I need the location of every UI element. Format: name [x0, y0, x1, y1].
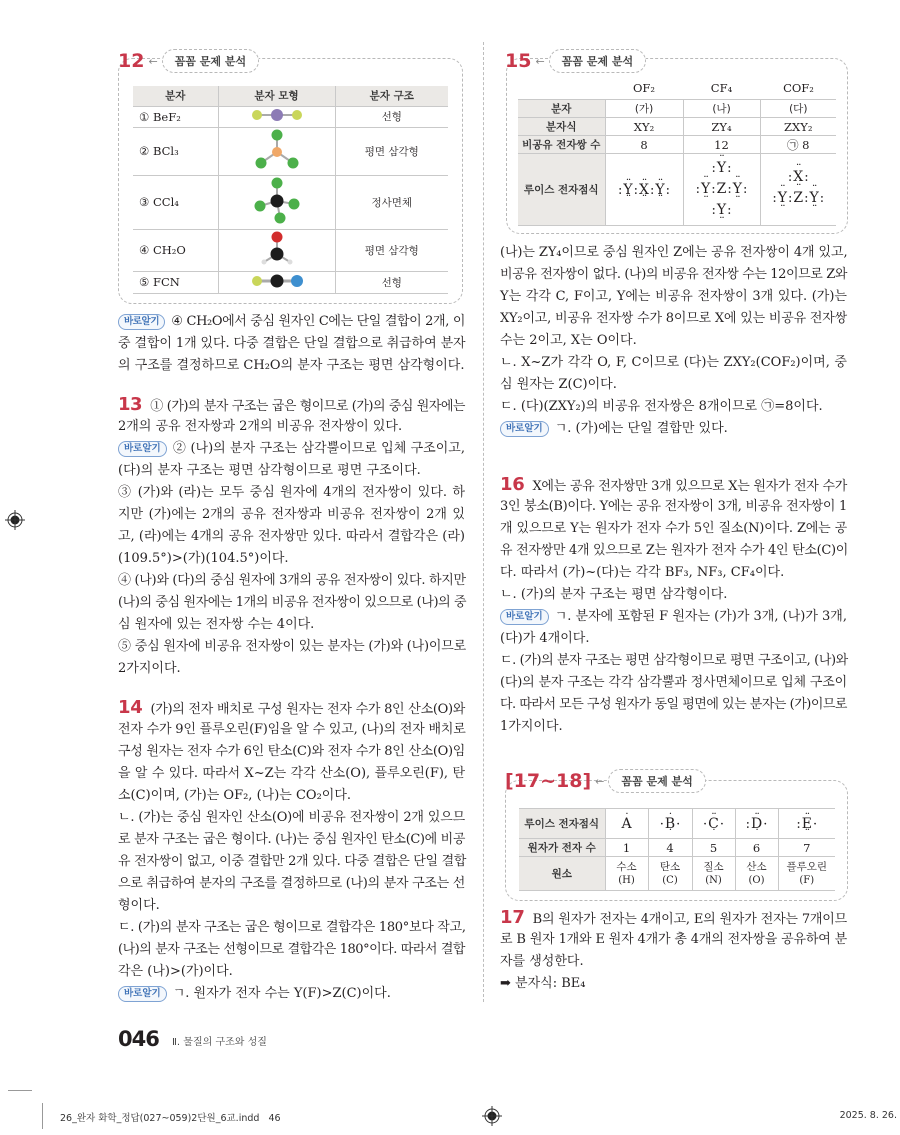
question-number: 14: [118, 697, 143, 718]
section-label: 꼼꼼 문제 분석: [608, 769, 705, 793]
correction-badge: 바로알기: [118, 986, 167, 1002]
compound-label: COF₂: [783, 81, 814, 95]
table-row: [133, 175, 448, 229]
cell: (나): [683, 100, 760, 118]
row-label: 분자식: [518, 118, 605, 136]
bcl3-model: [218, 127, 335, 175]
text-line: 심 원자에 있는 전자쌍 수는 4이다.: [118, 617, 315, 632]
correction-badge: 바로알기: [118, 314, 165, 330]
text-line: 중 결합이 1개 있다. 다중 결합은 단일 결합으로 취급하여 분자: [118, 336, 466, 351]
q12-header: [118, 49, 259, 73]
text-line: 으로 취급하여 분자의 구조를 결정하므로 (나)의 분자 구조는 선: [118, 876, 465, 891]
ch2o-model: [218, 229, 335, 271]
answer-paragraph: [118, 482, 465, 570]
text-line: Y는 각각 C, F이고, Y에는 비공유 전자쌍이 3개 있다. (가)는: [500, 289, 847, 304]
slug-date: 2025. 8. 26.: [839, 1110, 897, 1121]
crop-mark: [42, 1103, 43, 1129]
bef2-model: [218, 106, 335, 127]
table-row: [133, 127, 448, 175]
slug-filename: 26_완자 화학_정답(027~059)2단원_6교.indd 46: [60, 1113, 281, 1124]
text-line: 의 구조를 결정하므로 CH₂O의 분자 구조는 평면 삼각형이다.: [118, 358, 465, 373]
text-line: 다. 따라서 (가)~(다)는 각각 BF₃, NF₃, CF₄이다.: [500, 565, 785, 580]
text-line: 각은 (나)>(가)이다.: [118, 964, 233, 979]
answer-paragraph: [500, 650, 847, 738]
answer-16: [500, 474, 847, 584]
text-line: 3인 붕소(B)이다. Y에는 공유 전자쌍이 3개, 비공유 전자쌍이 1: [500, 499, 847, 514]
molecule-name: ① BeF₂: [133, 106, 218, 127]
molecule-name: ③ CCl₄: [133, 175, 218, 229]
cell: 8: [605, 136, 683, 154]
cell: 플루오린 (F): [778, 857, 835, 891]
text-line: 1가지이다.: [500, 719, 563, 734]
text-line: (다)의 분자 구조는 평면 삼각형이므로 평면 구조이다.: [118, 463, 421, 478]
text-line: 구성 원자는 전자 수가 6인 탄소(C)와 전자 수가 8인 산소(O)임: [118, 744, 465, 759]
row-label: 원소: [519, 857, 605, 891]
answer-paragraph: [500, 418, 847, 440]
text-line: ㄷ. (가)의 분자 구조는 평면 삼각형이므로 평면 구조이고, (나)와: [500, 653, 848, 668]
answer-13: [118, 394, 465, 438]
text-line: ⑤ 중심 원자에 비공유 전자쌍이 있는 분자는 (가)와 (나)이므로: [118, 639, 466, 654]
lewis-of2: :·· Y ··:·· X ··:·· Y ··:: [605, 154, 683, 226]
molecule-name: ④ CH₂O: [133, 229, 218, 271]
text-line: 심 원자는 Z(C)이다.: [500, 377, 617, 392]
text-line: (다)의 분자 구조는 각각 삼각뿔과 정사면체이므로 입체 구조이: [500, 675, 847, 690]
text-line: ➡ 분자식: BE₄: [500, 976, 586, 991]
column-divider: [483, 42, 484, 1002]
q12-number: 12: [118, 50, 145, 72]
text-line: 13 ① (가)의 분자 구조는 굽은 형이므로 (가)의 중심 원자에는: [118, 394, 465, 415]
text-line: 바로알기 ㄱ. 원자가 전자 수는 Y(F)>Z(C)이다.: [118, 983, 465, 1005]
text-line: 로 분자 구조는 굽은 형이다. (나)는 중심 원자인 탄소(C)에 비공: [118, 832, 465, 847]
row-label: 루이스 전자점식: [519, 809, 605, 839]
answer-paragraph: [118, 311, 465, 377]
cell: 수소 (H): [605, 857, 648, 891]
compound-label: CF₄: [710, 81, 733, 95]
answer-paragraph: [500, 606, 847, 650]
cell: (다): [760, 100, 836, 118]
molecule-name: ⑤ FCN: [133, 271, 218, 293]
section-label: 꼼꼼 문제 분석: [162, 49, 259, 73]
correction-badge: 바로알기: [118, 441, 167, 457]
text-line: (나)의 분자 구조는 선형이므로 결합각은 180°이다. 따라서 결합: [118, 942, 465, 957]
text-line: 유 전자쌍이 없고, 이중 결합만 2개 있다. 다중 결합은 단일 결합: [118, 854, 467, 869]
text-line: 2가지이다.: [118, 661, 181, 676]
cell: ㉠ 8: [760, 136, 836, 154]
text-line: 을 알 수 있다. 따라서 X~Z는 각각 산소(O), 플루오린(F), 탄: [118, 766, 465, 781]
text-line: 다. 따라서 모든 구성 원자가 동일 평면에 있는 분자는 (가)이므로: [500, 697, 847, 712]
structure-name: 선형: [335, 106, 448, 127]
cell: 6: [735, 839, 778, 857]
text-line: ㄴ. (가)의 분자 구조는 평면 삼각형이다.: [500, 587, 728, 602]
q12-table: [133, 86, 448, 294]
lewis-cf4: :·· Y: :·· Y ··:Z:·· Y ··: :Y ··:: [683, 154, 760, 226]
fcn-model: [218, 271, 335, 293]
registration-mark-icon: [5, 510, 25, 530]
answer-paragraph: [500, 973, 847, 995]
answer-17: [500, 907, 847, 973]
chapter-title: Ⅱ. 물질의 구조와 성질: [172, 1037, 267, 1048]
text-line: ㄴ. X~Z가 각각 O, F, C이므로 (다)는 ZXY₂(COF₂)이며, 중: [500, 355, 847, 370]
cell: XY₂: [605, 118, 683, 136]
pointer-icon: ←: [535, 54, 545, 68]
row-label: 루이스 전자점식: [518, 154, 605, 226]
text-line: (109.5°)>(가)(104.5°)이다.: [118, 551, 289, 566]
text-line: ㄴ. (가)는 중심 원자인 산소(O)에 비공유 전자쌍이 2개 있으므: [118, 810, 465, 825]
cell: 질소 (N): [692, 857, 735, 891]
question-number: 13: [118, 394, 143, 415]
text-line: 자를 생성한다.: [500, 954, 584, 969]
structure-name: 평면 삼각형: [335, 127, 448, 175]
answer-paragraph: [118, 438, 465, 482]
answer-paragraph: [500, 396, 847, 418]
text-line: 소(C)이며, (가)는 OF₂, (나)는 CO₂이다.: [118, 788, 352, 803]
cell: ZY₄: [683, 118, 760, 136]
cell: (가): [605, 100, 683, 118]
table-row: [133, 106, 448, 127]
text-line: 바로알기 ④ CH₂O에서 중심 원자인 C에는 단일 결합이 2개, 이: [118, 311, 465, 333]
text-line: (나)의 중심 원자에는 1개의 비공유 전자쌍이 있으므로 (나)의 중: [118, 595, 467, 610]
header-model: 분자 모형: [218, 86, 335, 106]
text-line: XY₂이고, 비공유 전자쌍 수가 8이므로 X에 있는 비공유 전자쌍: [500, 311, 847, 326]
answer-paragraph: [500, 242, 847, 352]
cell: 산소 (O): [735, 857, 778, 891]
text-line: 유 전자쌍만 4개 있으므로 Z는 원자가 전자 수가 4인 탄소(C)이: [500, 543, 849, 558]
answer-paragraph: [118, 807, 465, 917]
text-line: 지만 (가)에는 2개의 공유 전자쌍과 비공유 전자쌍이 2개 있: [118, 507, 465, 522]
text-line: 형이다.: [118, 898, 160, 913]
registration-mark-icon: [482, 1106, 502, 1126]
header-structure: 분자 구조: [335, 86, 448, 106]
cell: ZXY₂: [760, 118, 836, 136]
text-line: 전자 수가 9인 플루오린(F)임을 알 수 있고, (나)의 전자 배치로: [118, 722, 466, 737]
lewis-a: · A: [605, 809, 648, 839]
text-line: (다)가 4개이다.: [500, 631, 590, 646]
text-line: (나)는 ZY₄이므로 중심 원자인 Z에는 공유 전자쌍이 4개 있고,: [500, 245, 848, 260]
ccl4-model: [218, 175, 335, 229]
text-line: ㄷ. (다)(ZXY₂)의 비공유 전자쌍은 8개이므로 ㉠=8이다.: [500, 399, 823, 414]
answer-paragraph: [118, 917, 465, 983]
lewis-cof2: :·· X ··: :·· Y ··:Z:·· Y ··:: [760, 154, 836, 226]
correction-badge: 바로알기: [500, 421, 549, 437]
lewis-c: ··· C ··: [692, 809, 735, 839]
cell: 5: [692, 839, 735, 857]
compound-label: OF₂: [632, 81, 656, 95]
text-line: ㄷ. (가)의 분자 구조는 굽은 형이므로 결합각은 180°보다 작고,: [118, 920, 466, 935]
lewis-b: ·· B ··: [648, 809, 692, 839]
text-line: 바로알기 ㄱ. 분자에 포함된 F 원자는 (가)가 3개, (나)가 3개,: [500, 606, 847, 628]
header-molecule: 분자: [133, 86, 218, 106]
structure-name: 평면 삼각형: [335, 229, 448, 271]
q15-header: [505, 49, 646, 73]
text-line: 16 X에는 공유 전자쌍만 3개 있으므로 X는 원자가 전자 수가: [500, 474, 847, 495]
q15-table: [518, 99, 836, 226]
structure-name: 선형: [335, 271, 448, 293]
text-line: 바로알기 ② (나)의 분자 구조는 삼각뿔이므로 입체 구조이고,: [118, 438, 465, 460]
cell: 1: [605, 839, 648, 857]
answer-14: [118, 697, 465, 807]
section-label: 꼼꼼 문제 분석: [549, 49, 646, 73]
molecule-name: ② BCl₃: [133, 127, 218, 175]
cell: 4: [648, 839, 692, 857]
answer-paragraph: [118, 983, 465, 1005]
text-line: 수는 2이고, X는 O이다.: [500, 333, 637, 348]
pointer-icon: ←: [595, 774, 605, 788]
question-number: 17: [500, 907, 525, 928]
table-row: [133, 271, 448, 293]
page-number: 046: [118, 1027, 159, 1051]
cell: 12: [683, 136, 760, 154]
text-line: 바로알기 ㄱ. (가)에는 단일 결합만 있다.: [500, 418, 847, 440]
lewis-d: :·· D ··: [735, 809, 778, 839]
row-label: 비공유 전자쌍 수: [518, 136, 605, 154]
text-line: 로 B 원자 1개와 E 원자 4개가 총 4개의 전자쌍을 공유하여 분: [500, 932, 847, 947]
text-line: 고, (라)에는 4개의 공유 전자쌍만 있다. 따라서 결합각은 (라): [118, 529, 465, 544]
question-number: 16: [500, 474, 525, 495]
answer-paragraph: [118, 570, 465, 636]
q15-number: 15: [505, 50, 532, 72]
pointer-icon: ←: [148, 54, 158, 68]
cell: 탄소 (C): [648, 857, 692, 891]
text-line: ④ (나)와 (다)의 중심 원자에 3개의 공유 전자쌍이 있다. 하지만: [118, 573, 466, 588]
structure-name: 정사면체: [335, 175, 448, 229]
text-line: 개 있으므로 Y는 원자가 전자 수가 5인 질소(N)이다. Z에는 공: [500, 521, 847, 536]
cell: 7: [778, 839, 835, 857]
text-line: ③ (가)와 (라)는 모두 중심 원자에 4개의 전자쌍이 있다. 하: [118, 485, 465, 500]
q17-18-header: [505, 769, 706, 793]
q17-18-number: [17~18]: [505, 770, 592, 792]
q17-18-table: [519, 808, 835, 891]
text-line: 14 (가)의 전자 배치로 구성 원자는 전자 수가 8인 산소(O)와: [118, 697, 465, 718]
table-row: [133, 229, 448, 271]
answer-paragraph: [500, 584, 847, 606]
answer-paragraph: [118, 636, 465, 680]
row-label: 원자가 전자 수: [519, 839, 605, 857]
text-line: 2개의 공유 전자쌍과 2개의 비공유 전자쌍이 있다.: [118, 419, 403, 434]
crop-mark: [8, 1090, 32, 1091]
lewis-e: :·· E ···: [778, 809, 835, 839]
text-line: 17 B의 원자가 전자는 4개이고, E의 원자가 전자는 7개이므: [500, 907, 847, 928]
text-line: 비공유 전자쌍이 없다. (나)의 비공유 전자쌍 수는 12이므로 Z와: [500, 267, 847, 282]
answer-paragraph: [500, 352, 847, 396]
correction-badge: 바로알기: [500, 609, 549, 625]
row-label: 분자: [518, 100, 605, 118]
